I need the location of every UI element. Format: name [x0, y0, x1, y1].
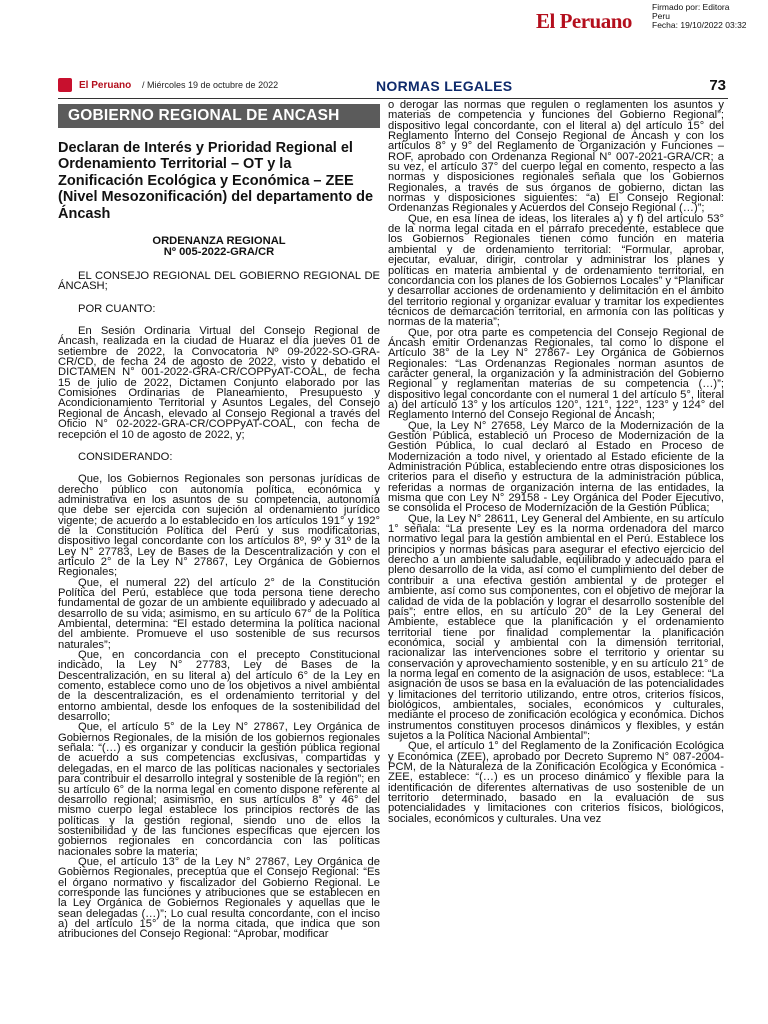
- right-column: [388, 100, 724, 824]
- el-peruano-logo: El Peruano: [536, 9, 632, 33]
- left-column: [58, 104, 380, 940]
- section-title: NORMAS LEGALES: [376, 78, 513, 94]
- paragraph: En Sesión Ordinaria Virtual del Consejo Regional de Áncash, realizada en la ciudad de Huaraz el día jueves 01 de setiembre de 2022, la Convocatoria Nº 09-2022-SO-GRA-CR/CD, de fecha 24 de agosto de 2022, visto y debatido el DICTAMEN N° 001-2022-GRA-CR/COPPyAT-COAL, de fecha 15 de julio de 2022, Dictamen Conjunto elaborado por las Comisiones Ordinarias de Planeamiento, Presupuesto y Acondicionamiento Territorial y Asuntos Legales, del Consejo Regional de Áncash, elevado al Consejo Regional a través del Oficio N° 02-2022-GRA-CR/COPPyAT-COAL, con fecha de recepción el 10 de agosto de 2022, y;: [58, 325, 380, 441]
- paragraph: Que, el artículo 1° del Reglamento de la Zonificación Ecológica y Económica (ZEE), aprobado por Decreto Supremo N° 087-2004-PCM, de la Naturaleza de la Zonificación Ecológica y Económica - ZEE, establece: “(…) es un proceso dinámico y flexible para la identificación de diferentes alternativas de uso sostenible de un territorio determinado, basado en la evaluación de sus potencialidades y limitaciones con criterios físicos, biológicos, sociales, económicos y culturales. Una vez: [388, 740, 724, 825]
- paragraph: Que, el numeral 22) del artículo 2° de la Constitución Política del Perú, establece que toda persona tiene derecho fundamental de gozar de un ambiente equilibrado y adecuado al desarrollo de su vida; asimismo, en su artículo 67° de la Política Ambiental, determina: “El estado determina la política nacional del ambiente. Promueve el uso sostenible de sus recursos naturales”;: [58, 576, 380, 651]
- paragraph: EL CONSEJO REGIONAL DEL GOBIERNO REGIONAL DE ÁNCASH;: [58, 270, 380, 293]
- ordinance-number: [58, 236, 380, 258]
- page-header: [58, 76, 728, 99]
- paragraph: Que, el artículo 13° de la Ley N° 27867, Ley Orgánica de Gobiernos Regionales, preceptúa que el Consejo Regional: “Es el órgano normativo y fiscalizador del Gobierno Regional. Le corresponde las funciones y atribuciones que se establecen en la Ley Orgánica de Gobiernos Regionales y aquellas que le sean delegadas (…)”; Lo cual resulta concordante, con el inciso a) del artículo 15° de la norma citada, que indica que son atribuciones del Consejo Regional: “Aprobar, modificar: [58, 855, 380, 941]
- header-brand: El Peruano: [79, 80, 132, 91]
- paragraph: Que, la Ley N° 27658, Ley Marco de la Modernización de la Gestión Pública, estableció un Proceso de Modernización de la Gestión Pública, lo cual declaró al Estado en Proceso de Modernización a todo nivel, y orientado al Estado eficiente de la Administración Pública, estableciendo entre otras disposiciones los criterios para el diseño y estructura de la administración pública, referidas a normas de organización interna de las entidades, la misma que con Ley N° 29158 - Ley Orgánica del Poder Ejecutivo, se consolida el Proceso de Modernización de la Gestión Pública;: [388, 419, 724, 515]
- paragraph: Que, el artículo 5° de la Ley N° 27867, Ley Orgánica de Gobiernos Regionales, de la misión de los gobiernos regionales señala: “(…) es organizar y conducir la gestión pública regional de acuerdo a sus competencias exclusivas, compartidas y delegadas, en el marco de las políticas nacionales y sectoriales para contribuir el desarrollo integral y sostenible de la región”; en su artículo 6° de la norma legal en comento dispone referente al desarrollo regional; asimismo, en sus artículos 8° y 46° del mismo cuerpo legal establece los principios rectores de las políticas y la gestión regional, siendo uno de ellos la sostenibilidad y de las funciones específicas que ejercen los gobiernos regionales en concordancia con las políticas nacionales sobre la materia;: [58, 721, 380, 858]
- digital-signature: Firmado por: Editora Peru Fecha: 19/10/2022 03:32: [652, 2, 747, 30]
- paragraph: CONSIDERANDO:: [78, 450, 173, 463]
- paragraph: Que, la Ley N° 28611, Ley General del Ambiente, en su artículo 1° señala: “La presente Ley es la norma ordenadora del marco normativo legal para la gestión ambiental en el Perú. Establece los principios y normas básicas para asegurar el efectivo ejercicio del derecho a un ambiente saludable, equilibrado y adecuado para el pleno desarrollo de la vida, así como el cumplimiento del deber de contribuir a una efectiva gestión ambiental y de proteger el ambiente, así como sus componentes, con el objetivo de mejorar la calidad de vida de la población y lograr el desarrollo sostenible del país”; entre ellos, en su artículo 20° de la Ley General del Ambiente, establece que la planificación y el ordenamiento territorial tiene por finalidad complementar la planificación económica, social y ambiental con la dimensión territorial, racionalizar las intervenciones sobre el territorio y orientar su conservación y aprovechamiento sostenible, y en su artículo 21° de la norma legal en comento de la asignación de usos, establece: “La asignación de usos se basa en la evaluación de las potencialidades y limitaciones del territorio utilizando, entre otros, criterios físicos, biológicos, ambientales, sociales, económicos y culturales, mediante el proceso de zonificación ecológica y económica. Dichos instrumentos constituyen procesos dinámicos y flexibles, y están sujetos a la Política Nacional Ambiental”;: [388, 512, 724, 742]
- header-date: / Miércoles 19 de octubre de 2022: [142, 80, 279, 90]
- ordinance-label: ORDENANZA REGIONAL: [152, 235, 286, 248]
- page-number: 73: [709, 77, 726, 94]
- paragraph: POR CUANTO:: [78, 302, 156, 315]
- ordinance-id: Nº 005-2022-GRA/CR: [163, 246, 275, 259]
- masthead: [536, 10, 646, 34]
- paragraph: Que, en esa línea de ideas, los literales a) y f) del artículo 53° de la norma legal citada en el párrafo precedente, establece que los Gobiernos Regionales tienen como función en materia ambiental y de ordenamiento territorial: “Formular, aprobar, ejecutar, evaluar, dirigir, controlar y administrar los planes y políticas en materia ambiental y de ordenamiento territorial, en concordancia con los planes de los Gobiernos Locales” y “Planificar y desarrollar acciones de ordenamiento y delimitación en el ámbito del territorio regional y organizar evaluar y tramitar los expedientes técnicos de demarcación territorial, en armonía con las políticas y normas de la materia”;: [388, 212, 724, 329]
- paragraph: Que, los Gobiernos Regionales son personas jurídicas de derecho público con autonomía política, económica y administrativa en los asuntos de su competencia, autonomía que debe ser ejercida con sujeción al ordenamiento jurídico vigente; de acuerdo a lo establecido en los artículos 191° y 192° de la Constitución Política del Perú y sus modificatorias, dispositivo legal concordante con los artículos 8º, 9º y 31º de la Ley N° 27783, Ley de Bases de la Descentralización y con el artículo 2° de la Ley N° 27867, Ley Orgánica de Gobiernos Regionales;: [58, 473, 380, 579]
- paragraph: Que, por otra parte es competencia del Consejo Regional de Áncash emitir Ordenanzas Regionales, tal como lo dispone el Artículo 38° de la Ley N° 27867- Ley Orgánica de Gobiernos Regionales: “Las Ordenanzas Regionales norman asuntos de carácter general, la organización y la administración del Gobierno Regional y reglamentan materias de su competencia (…)”; dispositivo legal concordante con el numeral 1 del artículo 5°, literal a) del artículo 13° y los artículos 120°, 121°, 122°, 123° y 124° del Reglamento Interno del Consejo Regional de Áncash;: [388, 326, 724, 422]
- paragraph: o derogar las normas que regulen o reglamenten los asuntos y materias de competencia y funciones del Gobierno Regional”; dispositivo legal concordante, con el literal a) del artículo 15° del Reglamento Interno del Consejo Regional de Áncash y con los artículos 8° y 9° del Reglamento de Organización y Funciones – ROF, aprobado con Ordenanza Regional N° 007-2021-GRA/CR; a su vez, el artículo 37° del cuerpo legal en comento, respecto a las normas y disposiciones regionales señala que los Gobiernos Regionales, a través de sus órganos de gobierno, dictan las normas y disposiciones siguientes: “a) El Consejo Regional: Ordenanzas Regionales y Acuerdos del Consejo Regional (…)”;: [388, 99, 724, 215]
- peru-flag-icon: [58, 78, 72, 92]
- paragraph: Que, en concordancia con el precepto Constitucional indicado, la Ley N° 27783, Ley de Bases de la Descentralización, en su literal a) del artículo 6° de la Ley en comento, establece como uno de los objetivos a nivel ambiental de la descentralización, es el ordenamiento territorial y del entorno ambiental, desde los enfoques de la sostenibilidad del desarrollo;: [58, 649, 380, 724]
- gov-banner: GOBIERNO REGIONAL DE ANCASH: [58, 104, 380, 128]
- document-title: Declaran de Interés y Prioridad Regional el Ordenamiento Territorial – OT y la Zonificación Ecológica y Económica – ZEE (Nivel Mesozonificación) del departamento de Áncash: [58, 140, 374, 222]
